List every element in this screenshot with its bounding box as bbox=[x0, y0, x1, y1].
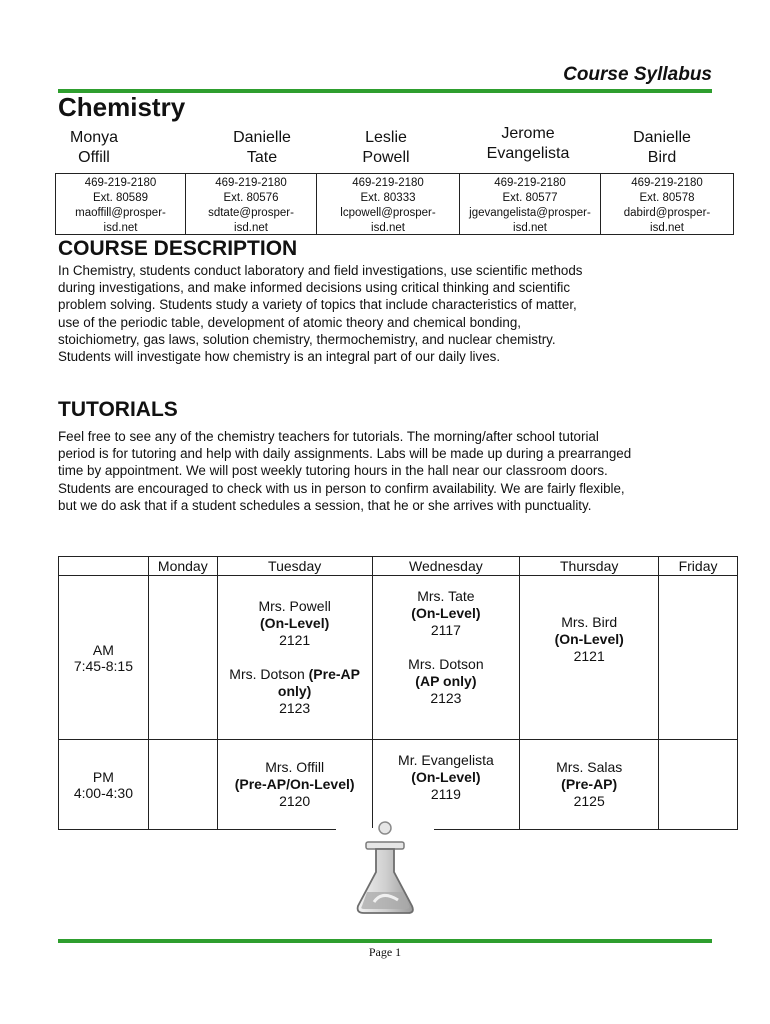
teacher-entry-level: (On-Level) bbox=[260, 615, 330, 631]
pm-wednesday-cell bbox=[372, 740, 520, 830]
extension: Ext. 80576 bbox=[223, 192, 279, 204]
teacher-entry-room: 2123 bbox=[430, 690, 462, 706]
pm-monday-cell bbox=[148, 740, 217, 830]
paragraph-line: period is for tutoring and help with daily assignments. Labs will be made up during a prearranged bbox=[58, 446, 632, 462]
day-header-wednesday: Wednesday bbox=[372, 557, 520, 576]
teacher-last-name: Evangelista bbox=[486, 145, 570, 162]
teacher-entry-name: Mrs. Powell bbox=[258, 598, 331, 614]
teacher-entry-name: Mr. Evangelista bbox=[398, 752, 494, 768]
phone-number: 469-219-2180 bbox=[215, 177, 287, 189]
paragraph-line: but we do ask that if a student schedules a session, that he or she arrives with punctuality. bbox=[58, 497, 592, 513]
teacher-entry-name: Mrs. Salas bbox=[556, 759, 623, 775]
pm-friday-cell bbox=[659, 740, 738, 830]
paragraph-line: In Chemistry, students conduct laboratory and field investigations, use scientific methods bbox=[58, 263, 583, 278]
am-friday-cell bbox=[659, 576, 738, 740]
teacher-first-name: Monya bbox=[69, 129, 119, 146]
teacher-entry-room: 2117 bbox=[430, 622, 461, 638]
pm-slot-label bbox=[59, 740, 149, 830]
paragraph-line: problem solving. Students study a variety of topics that include characteristics of matter, bbox=[58, 297, 577, 313]
am-slot-label bbox=[59, 576, 149, 740]
email-line-2: isd.net bbox=[650, 222, 684, 234]
phone-number: 469-219-2180 bbox=[352, 177, 424, 189]
email-line-2: isd.net bbox=[103, 222, 138, 234]
teacher-last-name: Bird bbox=[647, 149, 677, 166]
course-description-heading: COURSE DESCRIPTION bbox=[58, 237, 298, 260]
teacher-entry-room: 2123 bbox=[279, 700, 311, 716]
teacher-entry-room: 2125 bbox=[573, 793, 605, 809]
page-number: Page 1 bbox=[368, 945, 402, 959]
teacher-entry-level: (On-Level) bbox=[411, 605, 481, 621]
contact-cell-tate bbox=[186, 174, 317, 234]
slot-name: PM bbox=[92, 768, 114, 785]
teacher-entry-name: Mrs. Dotson bbox=[229, 666, 305, 682]
contact-cell-powell bbox=[317, 174, 460, 234]
am-tuesday-cell bbox=[217, 576, 372, 740]
teacher-name-offill bbox=[29, 128, 159, 168]
tutorials-body bbox=[58, 428, 698, 514]
contact-cell-bird bbox=[601, 174, 733, 234]
day-header-friday: Friday bbox=[659, 557, 738, 576]
paragraph-line: stoichiometry, gas laws, solution chemistry, thermochemistry, and nuclear chemistry. bbox=[58, 331, 556, 347]
contact-cell-offill bbox=[56, 174, 186, 234]
teacher-first-name: Danielle bbox=[633, 129, 691, 146]
teacher-entry-level: (AP only) bbox=[415, 673, 477, 689]
paragraph-line: during investigations, and make informed decisions using critical thinking and scientific bbox=[58, 280, 571, 296]
teacher-last-name: Offill bbox=[78, 149, 110, 166]
teacher-entry-level-cont: only) bbox=[277, 683, 312, 699]
paragraph-line: time by appointment. We will post weekly tutoring hours in the hall near our classroom doors. bbox=[58, 463, 608, 479]
teacher-entry-level: (On-Level) bbox=[554, 631, 624, 647]
teacher-last-name: Tate bbox=[246, 149, 278, 166]
teacher-entry-level: (Pre-AP bbox=[308, 666, 360, 682]
footer-rule bbox=[58, 939, 712, 943]
email-line-1: maoffill@prosper- bbox=[75, 207, 166, 219]
teacher-entry-room: 2119 bbox=[430, 786, 461, 802]
extension: Ext. 80578 bbox=[639, 192, 695, 204]
email-line-2: isd.net bbox=[234, 222, 268, 234]
phone-number: 469-219-2180 bbox=[631, 177, 703, 189]
tutorial-schedule-table bbox=[58, 556, 738, 830]
teacher-entry-name: Mrs. Bird bbox=[561, 614, 618, 630]
schedule-pm-row bbox=[59, 740, 738, 830]
phone-number: 469-219-2180 bbox=[84, 177, 157, 189]
teacher-first-name: Jerome bbox=[501, 125, 555, 142]
course-title: Chemistry bbox=[58, 92, 186, 122]
extension: Ext. 80589 bbox=[93, 192, 148, 204]
email-line-1: jgevangelista@prosper- bbox=[469, 207, 591, 219]
teacher-name-bird bbox=[597, 128, 727, 168]
schedule-header-row bbox=[59, 557, 738, 576]
teacher-entry-room: 2120 bbox=[279, 793, 311, 809]
document-header-label: Course Syllabus bbox=[563, 64, 712, 85]
paragraph-line: Feel free to see any of the chemistry teachers for tutorials. The morning/after school tutorial bbox=[58, 429, 599, 444]
pm-thursday-cell bbox=[520, 740, 659, 830]
phone-number: 469-219-2180 bbox=[494, 177, 566, 189]
slot-time: 4:00-4:30 bbox=[73, 784, 133, 801]
email-line-1: lcpowell@prosper- bbox=[340, 207, 436, 219]
day-header-monday: Monday bbox=[148, 557, 217, 576]
day-header-tuesday: Tuesday bbox=[217, 557, 372, 576]
extension: Ext. 80577 bbox=[502, 192, 558, 204]
course-description-body bbox=[58, 262, 658, 365]
teacher-name-tate bbox=[197, 128, 327, 168]
email-line-1: dabird@prosper- bbox=[623, 207, 711, 219]
teacher-first-name: Leslie bbox=[365, 129, 407, 146]
extension: Ext. 80333 bbox=[360, 192, 416, 204]
am-wednesday-cell bbox=[372, 576, 520, 740]
teacher-name-evangelista bbox=[463, 124, 593, 164]
flask-icon bbox=[352, 820, 422, 918]
teacher-contact-table bbox=[55, 173, 734, 235]
teacher-entry-name: Mrs. Tate bbox=[417, 588, 475, 604]
teacher-entry-level: (Pre-AP) bbox=[561, 776, 618, 792]
am-thursday-cell bbox=[520, 576, 659, 740]
teacher-entry-name: Mrs. Offill bbox=[265, 759, 325, 775]
schedule-am-row bbox=[59, 576, 738, 740]
email-line-1: sdtate@prosper- bbox=[208, 207, 294, 219]
slot-name: AM bbox=[92, 641, 114, 658]
email-line-2: isd.net bbox=[371, 222, 405, 234]
teacher-entry-level: (On-Level) bbox=[411, 769, 481, 785]
slot-time: 7:45-8:15 bbox=[73, 657, 133, 674]
pm-tuesday-cell bbox=[217, 740, 372, 830]
corner-cell bbox=[59, 557, 149, 576]
teacher-name-powell bbox=[321, 128, 451, 168]
teacher-entry-room: 2121 bbox=[279, 632, 311, 648]
am-monday-cell bbox=[148, 576, 217, 740]
teacher-entry-room: 2121 bbox=[573, 648, 605, 664]
teacher-last-name: Powell bbox=[362, 149, 410, 166]
paragraph-line: Students will investigate how chemistry is an integral part of our daily lives. bbox=[58, 349, 501, 365]
email-line-2: isd.net bbox=[513, 222, 547, 234]
contact-cell-evangelista bbox=[460, 174, 601, 234]
paragraph-line: use of the periodic table, development of atomic theory and chemical bonding, bbox=[58, 314, 522, 330]
teacher-first-name: Danielle bbox=[233, 129, 291, 146]
teacher-entry-name: Mrs. Dotson bbox=[408, 656, 484, 672]
tutorials-heading: TUTORIALS bbox=[58, 398, 178, 421]
day-header-thursday: Thursday bbox=[520, 557, 659, 576]
paragraph-line: Students are encouraged to check with us in person to confirm availability. We are fairly flexible, bbox=[58, 480, 625, 496]
teacher-entry-level: (Pre-AP/On-Level) bbox=[234, 776, 355, 792]
